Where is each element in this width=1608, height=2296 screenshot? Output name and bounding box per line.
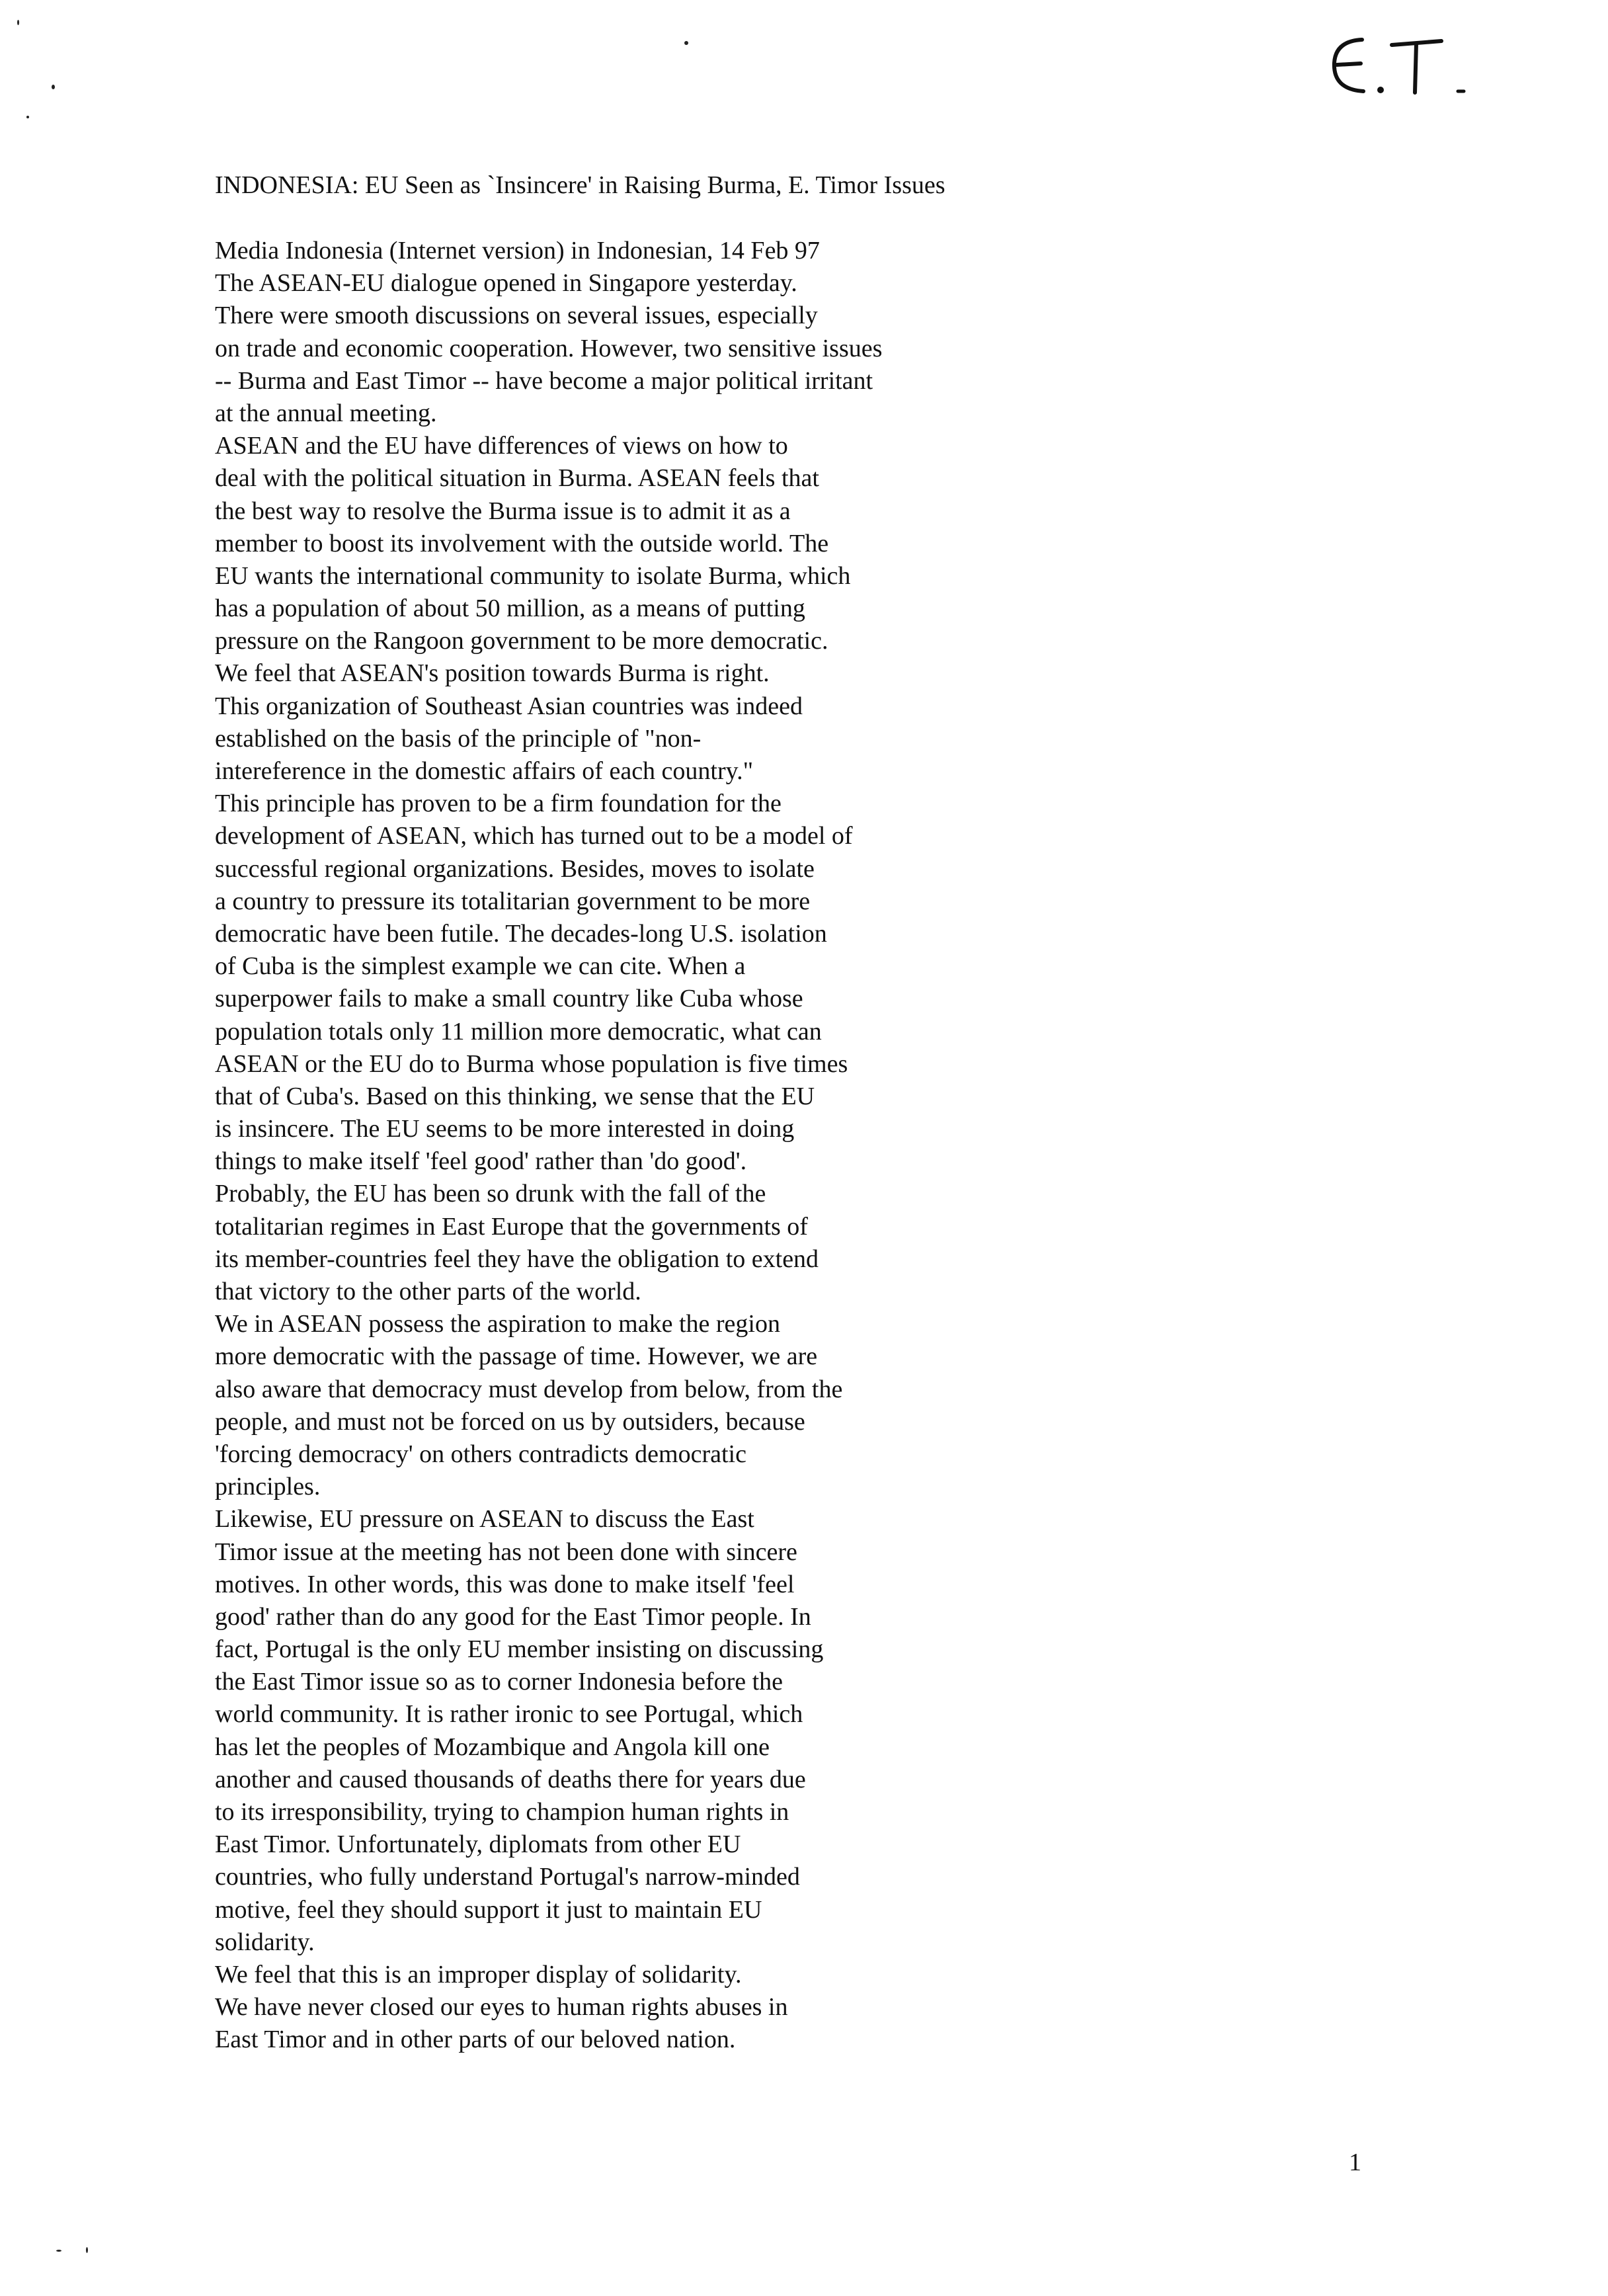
text-line: also aware that democracy must develop from below, from the — [215, 1375, 843, 1403]
text-line: totalitarian regimes in East Europe that the governments of — [215, 1212, 808, 1241]
text-line: We feel that ASEAN's position towards Burma is right. — [215, 659, 770, 688]
text-line: Probably, the EU has been so drunk with the fall of the — [215, 1180, 766, 1208]
text-line: -- Burma and East Timor -- have become a major political irritant — [215, 366, 873, 395]
text-line: ASEAN or the EU do to Burma whose population is five times — [215, 1049, 848, 1078]
text-line: We in ASEAN possess the aspiration to make the region — [215, 1310, 780, 1338]
text-line: world community. It is rather ironic to see Portugal, which — [215, 1700, 803, 1729]
text-line: people, and must not be forced on us by outsiders, because — [215, 1407, 805, 1436]
text-line: We feel that this is an improper display of solidarity. — [215, 1960, 742, 1988]
text-line: its member-countries feel they have the obligation to extend — [215, 1245, 819, 1273]
text-line: East Timor. Unfortunately, diplomats from other EU — [215, 1830, 741, 1859]
text-line: development of ASEAN, which has turned out to be a model of — [215, 822, 853, 850]
text-line: of Cuba is the simplest example we can cite. When a — [215, 952, 746, 981]
scan-speck — [52, 85, 55, 89]
article-body — [215, 235, 1405, 2057]
text-line: is insincere. The EU seems to be more interested in doing — [215, 1115, 795, 1143]
scan-speck — [26, 116, 29, 118]
text-line: good' rather than do any good for the East Timor people. In — [215, 1602, 811, 1631]
text-line: countries, who fully understand Portugal's narrow-minded — [215, 1863, 800, 1891]
text-line: ASEAN and the EU have differences of views on how to — [215, 432, 788, 460]
text-line: Media Indonesia (Internet version) in Indonesian, 14 Feb 97 — [215, 237, 820, 265]
text-line: things to make itself 'feel good' rather than 'do good'. — [215, 1147, 747, 1176]
text-line: principles. — [215, 1473, 321, 1501]
handwritten-annotation-mark — [1322, 26, 1481, 106]
text-line: Timor issue at the meeting has not been done with sincere — [215, 1538, 797, 1566]
text-line: population totals only 11 million more democratic, what can — [215, 1017, 822, 1046]
text-line: EU wants the international community to isolate Burma, which — [215, 561, 851, 590]
scan-speck — [17, 20, 19, 25]
text-line: deal with the political situation in Burma. ASEAN feels that — [215, 464, 819, 493]
text-line: democratic have been futile. The decades-long U.S. isolation — [215, 919, 827, 948]
text-line: solidarity. — [215, 1928, 315, 1956]
text-line: to its irresponsibility, trying to champion human rights in — [215, 1798, 789, 1826]
text-line: There were smooth discussions on several issues, especially — [215, 302, 818, 330]
text-line: more democratic with the passage of time. However, we are — [215, 1342, 818, 1371]
text-line: motive, feel they should support it just to maintain EU — [215, 1895, 762, 1924]
text-line: member to boost its involvement with the outside world. The — [215, 529, 829, 557]
text-line: This principle has proven to be a firm foundation for the — [215, 790, 782, 818]
text-line: has let the peoples of Mozambique and Angola kill one — [215, 1733, 770, 1761]
text-line: that of Cuba's. Based on this thinking, we sense that the EU — [215, 1082, 815, 1110]
text-line: intereference in the domestic affairs of each country." — [215, 757, 754, 785]
text-line: 'forcing democracy' on others contradicts democratic — [215, 1440, 746, 1468]
text-line: has a population of about 50 million, as a means of putting — [215, 594, 805, 623]
text-line: at the annual meeting. — [215, 399, 437, 427]
article-headline: INDONESIA: EU Seen as `Insincere' in Raising Burma, E. Timor Issues — [215, 171, 945, 199]
scan-speck — [86, 2247, 88, 2253]
text-line: successful regional organizations. Besides, moves to isolate — [215, 854, 815, 883]
text-line: fact, Portugal is the only EU member insisting on discussing — [215, 1635, 824, 1664]
text-line: pressure on the Rangoon government to be more democratic. — [215, 627, 828, 655]
text-line: the East Timor issue so as to corner Indonesia before the — [215, 1668, 784, 1696]
text-line: established on the basis of the principle of "non- — [215, 724, 702, 753]
text-line: the best way to resolve the Burma issue is to admit it as a — [215, 497, 791, 525]
text-line: East Timor and in other parts of our beloved nation. — [215, 2026, 736, 2054]
text-line: We have never closed our eyes to human rights abuses in — [215, 1993, 788, 2022]
text-line: motives. In other words, this was done to make itself 'feel — [215, 1570, 795, 1598]
text-line: another and caused thousands of deaths there for years due — [215, 1765, 806, 1793]
text-line: a country to pressure its totalitarian government to be more — [215, 887, 811, 915]
scan-speck — [56, 2250, 61, 2252]
text-line: that victory to the other parts of the world. — [215, 1278, 641, 1305]
scan-speck — [684, 41, 688, 45]
text-line: Likewise, EU pressure on ASEAN to discuss the East — [215, 1505, 754, 1534]
text-line: on trade and economic cooperation. However, two sensitive issues — [215, 334, 883, 362]
text-line: superpower fails to make a small country like Cuba whose — [215, 985, 803, 1013]
page-number: 1 — [1349, 2149, 1361, 2176]
text-line: This organization of Southeast Asian countries was indeed — [215, 692, 803, 720]
text-line: The ASEAN-EU dialogue opened in Singapore yesterday. — [215, 269, 797, 298]
